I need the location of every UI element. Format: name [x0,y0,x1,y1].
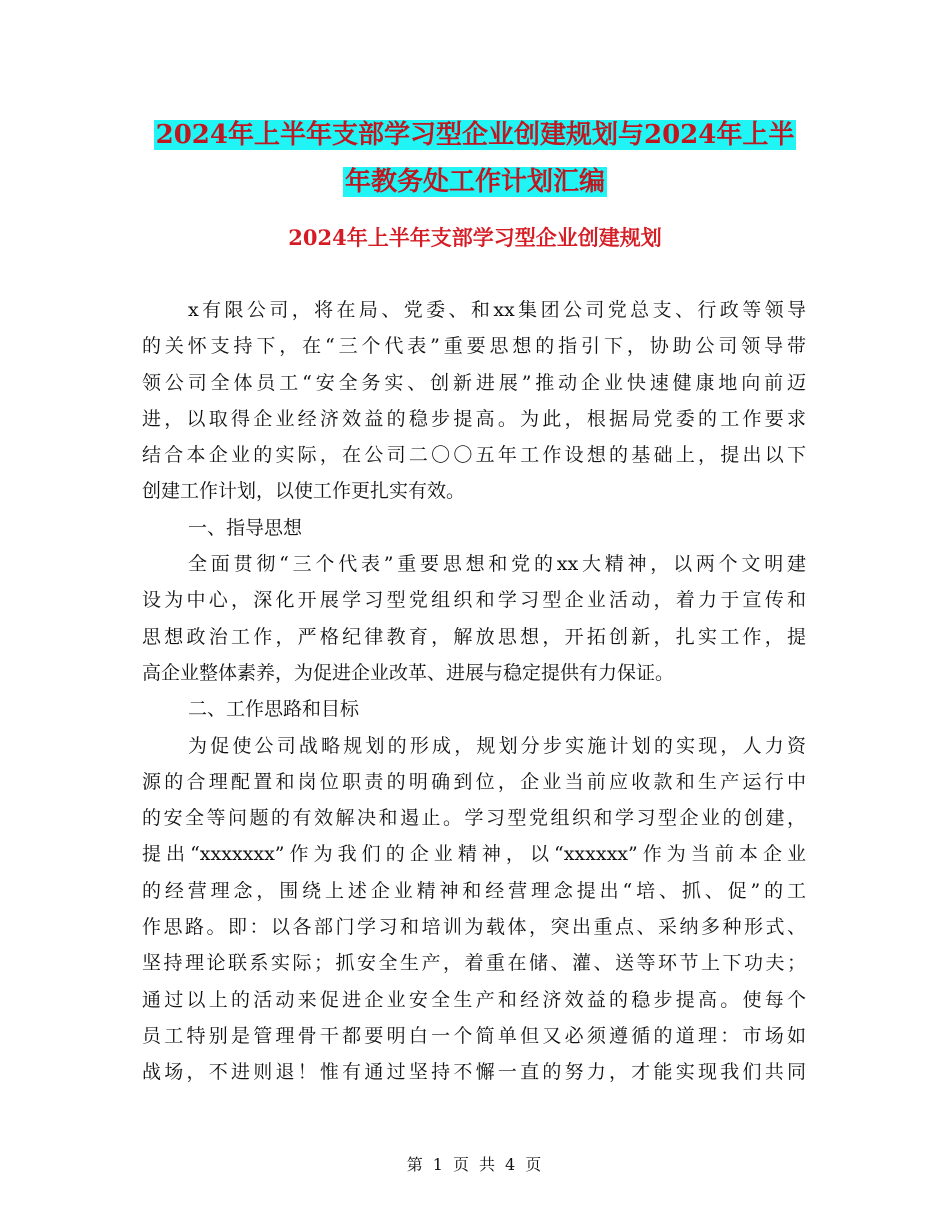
body-line: 坚持理论联系实际；抓安全生产，着重在储、灌、送等环节上下功夫； [142,952,806,975]
section-title: 2024年上半年支部学习型企业创建规划 [288,225,662,250]
body-line: 的安全等问题的有效解决和遏止。学习型党组织和学习型企业的创建， [142,807,806,830]
body-line: 作思路。即：以各部门学习和培训为载体，突出重点、采纳多种形式、 [142,916,806,939]
body-line: 的关怀支持下，在“三个代表”重要思想的指引下，协助公司领导带 [142,335,806,358]
body-line: 思想政治工作，严格纪律教育，解放思想，开拓创新，扎实工作，提 [142,625,806,648]
body-line: 一、指导思想 [188,516,303,539]
body-line: 提出“xxxxxxx”作为我们的企业精神，以“xxxxxx”作为当前本企业 [142,843,806,866]
body-line: 创建工作计划，以使工作更扎实有效。 [142,480,466,503]
body-line: 为促使公司战略规划的形成，规划分步实施计划的实现，人力资 [188,734,806,757]
main-title [0,112,950,206]
footer-total-word: 共 [479,1155,498,1174]
body-line: 二、工作思路和目标 [188,698,360,721]
footer-suffix: 页 [525,1155,544,1174]
footer-prefix: 第 [406,1155,425,1174]
body-line: 领公司全体员工“安全务实、创新进展”推动企业快速健康地向前迈 [142,371,806,394]
body-line: 结合本企业的实际，在公司二〇〇五年工作设想的基础上，提出以下 [142,444,806,467]
main-title-line-2: 年教务处工作计划汇编 [344,167,605,197]
body-line: 设为中心，深化开展学习型党组织和学习型企业活动，着力于宣传和 [142,589,806,612]
footer-total-pages: 4 [505,1155,518,1174]
body-line: 战场，不进则退！惟有通过坚持不懈一直的努力，才能实现我们共同 [142,1061,806,1084]
page-footer [0,1152,950,1175]
body-line: 进，以取得企业经济效益的稳步提高。为此，根据局党委的工作要求 [142,407,806,430]
body-line: 源的合理配置和岗位职责的明确到位，企业当前应收款和生产运行中 [142,770,806,793]
body-line: 通过以上的活动来促进企业安全生产和经济效益的稳步提高。使每个 [142,988,806,1011]
body-line: x有限公司，将在局、党委、和xx集团公司党总支、行政等领导 [188,299,806,321]
main-title-line-1: 2024年上半年支部学习型企业创建规划与2024年上半 [155,120,795,150]
body-line: 的经营理念，围绕上述企业精神和经营理念提出“培、抓、促”的工 [142,879,806,902]
body-line: 高企业整体素养，为促进企业改革、进展与稳定提供有力保证。 [142,661,675,684]
body-line: 员工特别是管理骨干都要明白一个简单但又必须遵循的道理：市场如 [142,1024,806,1047]
body-line: 全面贯彻“三个代表”重要思想和党的xx大精神，以两个文明建 [188,553,806,576]
footer-current-page: 1 [432,1155,445,1174]
body-text [142,292,806,1091]
footer-page-word: 页 [452,1155,471,1174]
